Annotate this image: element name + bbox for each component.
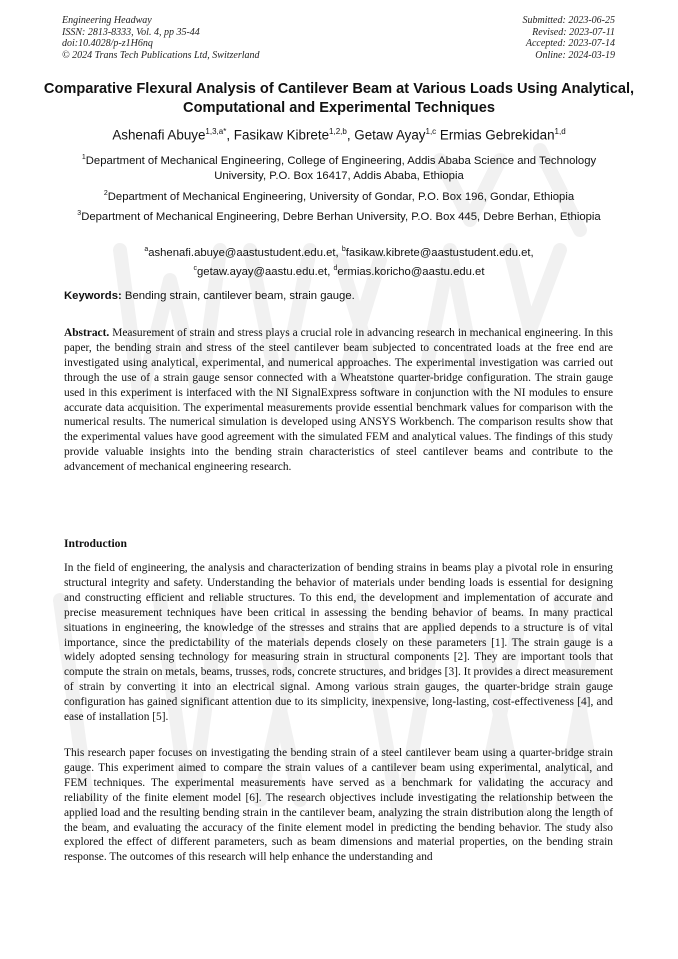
introduction-paragraph-1: In the field of engineering, the analysis and characterization of bending strains in beams play a pivotal role in ensuring structural integrity and safety. Understanding the behavior of materials under bending loads is essential for designing and constructing efficient and reliable structures. To this end, the development and implementation of accurate and precise measurement techniques have been critical in assessing the bending behavior of beams. In many practical situations in engineering, the knowledge of the stresses and strains that are applied depends to a structure is of vital importance, since the predictability of the materials depends closely on these parameters [1]. The strain gauge is a widely adopted sensing technology for measuring strain in structural components [2]. They are important tools that compute the strain on metals, beams, trusses, rods, concrete structures, and bridges [3]. It provides a direct measurement of strain by converting it into an electrical signal. Among various strain gauges, the quarter-bridge strain gauge configuration has gained significant attention due to its simplicity, inexpensive, long-lasting, cost-effectiveness [4], and ease of installation [5]. [64,562,613,724]
email-marker: b [341,246,346,253]
affiliation-3 [68,206,610,225]
author-name: Ashenafi Abuye [112,127,206,143]
affiliation-number: 1 [81,154,86,161]
abstract-text: Measurement of strain and stress plays a crucial role in advancing research in mechanical engineering. In this paper, the bending strain and stress of the steel cantilever beam subjected to concentrated loads at the free end are investigated using analytical, experimental, and numerical approaches. The experimental investigation was carried out through the use of a strain gauge sensor connected with a Wheatstone quarter-bridge configuration. The strain gauge used in this experiment is interfaced with the NI SignalExpress software in conjunction with the NI modules to ensure accurate data acquisition. The experimental measurements provide essential benchmark values for comparison with the numerical results. The numerical simulation is developed using ANSYS Workbench. The comparison results show that the experimental values have good agreement with the simulated FEM and analytical values. The findings of this study provide valuable insights into the bending strain characteristics of steel cantilever beams and contribute to the advancement of mechanical engineering research. [64,327,613,474]
author-name: Getaw Ayay [354,127,426,143]
keywords-text: Bending strain, cantilever beam, strain gauge. [121,290,355,302]
author-name: Ermias Gebrekidan [439,127,555,143]
publication-dates [523,15,616,61]
copyright-line: © 2024 Trans Tech Publications Ltd, Switzerland [62,49,260,61]
author-separator: , [346,127,355,143]
abstract-label: Abstract. [64,327,110,339]
section-heading: Introduction [64,537,127,550]
email-marker: d [333,265,338,273]
journal-name: Engineering Headway [62,15,152,26]
affiliation-2 [68,186,610,205]
journal-info [62,15,260,61]
introduction-paragraph-2: This research paper focuses on investigating the bending strain of a steel cantilever beam using a quarter-bridge strain gauge. This experiment aimed to compare the strain values of a cantilever beam using experimental, analytical, and FEM techniques. The experimental measurements have served as a benchmark for validating the accuracy and reliability of the finite element model [6]. The research objectives include investigating the relationship between the applied load and the resulting bending strain in the cantilever beam, analyzing the strain distribution along the length of the beam, and evaluating the accuracy of the finite element model in predicting the bending behavior. The study also explored the effect of different parameters, such as beam dimensions and material properties, on the bending strain response. The outcomes of this research will help enhance the understanding and [64,747,613,864]
author-list [40,123,638,144]
revised-date: Revised: 2023-07-11 [532,26,615,38]
author-superscript: 1,c [425,127,437,136]
email-link[interactable]: ashenafi.abuye@aastustudent.edu.et, [148,246,342,259]
author-name: Fasikaw Kibrete [233,127,330,143]
affiliation-1 [68,150,610,185]
affiliation-text: Department of Mechanical Engineering, University of Gondar, P.O. Box 196, Gondar, Ethiopia [107,190,575,203]
paper-title: Comparative Flexural Analysis of Cantilever Beam at Various Loads Using Analytical, Computational and Experimental Techniques [43,81,635,116]
issn-line: ISSN: 2813-8333, Vol. 4, pp 35-44 [62,26,200,38]
email-block [68,242,610,281]
accepted-date: Accepted: 2023-07-14 [525,38,615,50]
keywords-line [64,290,355,302]
keywords-label: Keywords: [64,290,122,302]
author-separator: , [226,127,234,143]
author-superscript: 1,3,a* [205,127,227,136]
affiliation-number: 3 [77,210,82,217]
author-superscript: 1,d [554,127,566,136]
email-marker: a [144,246,149,253]
affiliation-number: 2 [103,190,108,197]
abstract-paragraph [64,326,613,475]
email-link[interactable]: fasikaw.kibrete@aastustudent.edu.et, [345,246,534,259]
email-link[interactable]: ermias.koricho@aastu.edu.et [337,266,485,279]
online-date: Online: 2024-03-19 [535,49,615,61]
doi-link[interactable]: doi:10.4028/p-z1H6nq [62,38,153,50]
affiliation-text: Department of Mechanical Engineering, Debre Berhan University, P.O. Box 445, Debre Berhan, Ethiopia [81,210,601,223]
submitted-date: Submitted: 2023-06-25 [522,15,615,26]
affiliation-text: Department of Mechanical Engineering, College of Engineering, Addis Ababa Science and Technology University, P.O. Box 16417, Addis Ababa, Ethiopia [85,154,597,183]
email-marker: c [193,265,198,273]
author-superscript: 1,2,b [329,127,347,136]
email-link[interactable]: getaw.ayay@aastu.edu.et, [197,266,334,279]
